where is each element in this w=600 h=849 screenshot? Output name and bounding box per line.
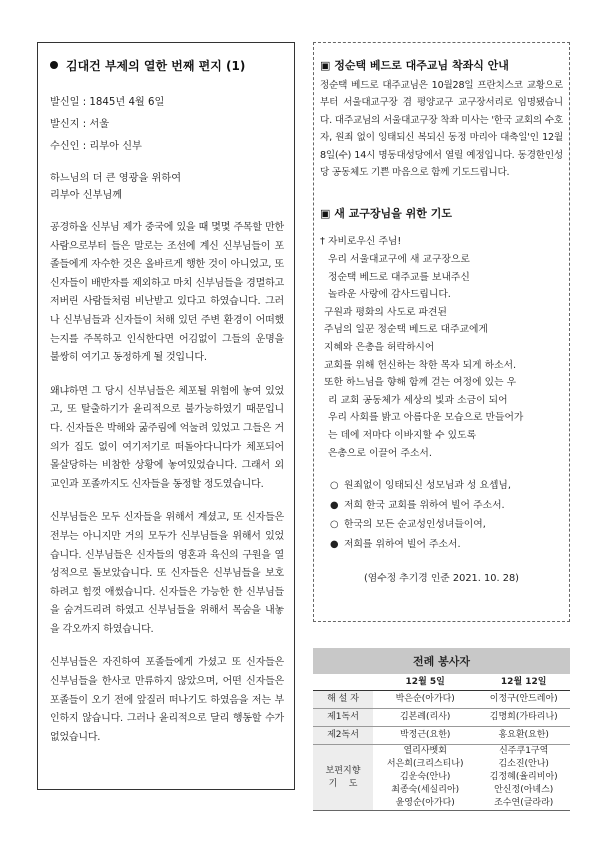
sent-date: 발신일 : 1845년 4월 6일 (50, 97, 165, 108)
table-row (313, 691, 570, 709)
circle-outline-icon: ○ (330, 480, 339, 492)
prayer-line: 구원과 평화의 사도로 파견된 (324, 306, 447, 318)
bullet-dot-icon (50, 61, 58, 69)
prayer-line: 우리 서울대교구에 새 교구장으로 (328, 254, 470, 266)
prayer-line: 리 교회 공동체가 세상의 빛과 소금이 되어 (328, 394, 508, 406)
approval-citation: (염수정 추기경 인준 2021. 10. 28) (363, 572, 520, 584)
letter-paragraph-3: 신부님들은 모두 신자들을 위해서 계셨고, 또 신자들은 전부는 아니지만 거의 모두가 신부님들을 위해서 있었습니다. 신부님들은 신자들의 영혼과 육신의 구원을 열성적으로 돌보았습니다. 또 신자들은 신부님들을 보호하려고 힘껏 애썼습니다. 신자들은 가능한 한 신부님들을 숨겨드리려 하였고 신부님들을 위해서 목숨을 내놓을 각오까지 하였습니다. (50, 512, 284, 635)
letter-paragraph-1: 공경하올 신부님 제가 중국에 있을 때 몇몇 주목할 만한 사람으로부터 들은 말로는 조선에 계신 신부님들이 포졸들에게 자수한 것은 올바르게 행한 것이 아니었고, 또 신자들이 배반자를 제외하고 마치 신부님들을 경멸하고 저버린 사람들처럼 비난받고 있다고 하였습니다. 그러나 신부님들과 신자들이 처해 있던 주변 환경이 어떠했는지를 주목하고 인식한다면 어김없이 그들의 운명을 불쌍히 여기고 동정하게 될 것입니다. (50, 222, 284, 364)
letter-box (37, 42, 295, 790)
letter-paragraph-2: 왜냐하면 그 당시 신부님들은 체포될 위험에 놓여 있었고, 또 탈출하기가 윤리적으로 불가능하였기 때문입니다. 신자들은 박해와 굶주림에 억눌려 있었고 그들은 거의가 집도 없이 여기저기로 떠돌아다니다가 체포되어 몰살당하는 비참한 상황에 놓여있었습니다. 그래서 외교인과 포졸까지도 신자들을 동정할 정도였습니다. (50, 385, 284, 490)
notice-text: 정순택 베드로 대주교님은 10월28일 프란치스코 교황으로부터 서울대교구장 겸 평양교구 교구장서리로 임명됐습니다. 대주교님의 서울대교구장 착좌 미사는 '한국 교회의 수호자, 원죄 없이 잉태되신 복되신 동정 마리아 대축일'인 12월8일(수) 14시 명동대성당에서 열릴 예정입니다. 동경한인성당 공동체도 기쁜 마음으로 함께 기도드립니다. (320, 80, 563, 179)
circle-filled-icon: ● (330, 499, 339, 511)
prayer-text (320, 233, 563, 462)
table-cell: 김본례(리사) (373, 709, 477, 727)
prayer-line: 정순택 베드로 대주교를 보내주신 (328, 271, 470, 283)
date-header: 12월 5일 (373, 674, 477, 691)
prayer-line: 는 데에 저마다 이바지할 수 있도록 (328, 429, 477, 441)
date-header: 12월 12일 (477, 674, 570, 691)
prayer-line: 주님의 일꾼 정순택 베드로 대주교에게 (324, 324, 488, 336)
prayer-line: 우리 사회를 밝고 아름다운 모습으로 만들어가 (328, 412, 524, 424)
sent-place: 발신지 : 서울 (50, 119, 110, 130)
row-label: 보편지향 기 도 (313, 745, 373, 811)
liturgy-schedule (313, 648, 570, 808)
schedule-title: 전례 봉사자 (313, 648, 570, 674)
prayer-line: 교회를 위해 헌신하는 착한 목자 되게 하소서. (324, 359, 517, 371)
response-item: ● 저희를 위하여 빌어 주소서. (330, 535, 563, 555)
table-cell: 이정구(안드레아) (477, 691, 570, 709)
schedule-table (313, 648, 570, 811)
row-label: 제2독서 (313, 727, 373, 745)
notice-box (313, 42, 570, 622)
recipient: 수신인 : 리부아 신부 (50, 141, 142, 152)
response-item: ● 저희 한국 교회를 위하여 빌어 주소서. (330, 496, 563, 516)
table-row (313, 745, 570, 811)
group-name: 신주쿠1구역 (499, 746, 549, 756)
schedule-header-row (313, 674, 570, 691)
table-cell: 홍요환(요한) (477, 727, 570, 745)
table-row (313, 727, 570, 745)
letter-greeting: 하느님의 더 큰 영광을 위하여 리부아 신부님께 (50, 173, 182, 201)
prayer-line: 또한 하느님을 향해 함께 걷는 여정에 있는 우 (324, 377, 517, 389)
table-cell: 신주쿠1구역 김소진(안나) 김정혜(율리비아) 안신정(아녜스) 조수연(글라라) (477, 745, 570, 811)
circle-filled-icon: ● (330, 538, 339, 550)
table-cell: 박은순(아가다) (373, 691, 477, 709)
notice-title: ▣ 정순택 베드로 대주교님 착좌식 안내 (320, 59, 509, 72)
prayer-line: † 자비로우신 주님! (320, 236, 402, 248)
group-name: 열리사벳회 (403, 746, 447, 756)
letter-paragraph-4: 신부님들은 자진하여 포졸들에게 가셨고 또 신자들은 신부님들을 한사코 만류하지 않았으며, 어떤 신자들은 포졸들이 오기 전에 앞질러 떠나기도 하였음을 저는 부인하지 않습니다. 그러나 윤리적으로 달리 행동할 수가 없었습니다. (50, 657, 284, 743)
letter-title: 김대건 부제의 열한 번째 편지 (1) (50, 57, 284, 74)
circle-outline-icon: ○ (330, 519, 339, 531)
prayer-line: 은총으로 이끌어 주소서. (328, 447, 432, 459)
table-cell: 김명희(가타리나) (477, 709, 570, 727)
letter-meta (50, 92, 284, 158)
table-row (313, 709, 570, 727)
prayer-line: 놀라운 사랑에 감사드립니다. (328, 289, 451, 301)
table-cell: 열리사벳회 서은희(크리스티나) 김운숙(안나) 최종숙(세실리아) 윤영순(아가다) (373, 745, 477, 811)
response-item: ○ 한국의 모든 순교성인성녀들이여, (330, 515, 563, 535)
prayer-line: 지혜와 은총을 허락하시어 (324, 342, 435, 353)
response-item: ○ 원죄없이 잉태되신 성모님과 성 요셉님, (330, 476, 563, 496)
row-label: 해 설 자 (313, 691, 373, 709)
table-cell: 박정근(요한) (373, 727, 477, 745)
row-label: 제1독서 (313, 709, 373, 727)
response-list (330, 476, 563, 554)
prayer-title: ▣ 새 교구장님을 위한 기도 (320, 207, 452, 221)
